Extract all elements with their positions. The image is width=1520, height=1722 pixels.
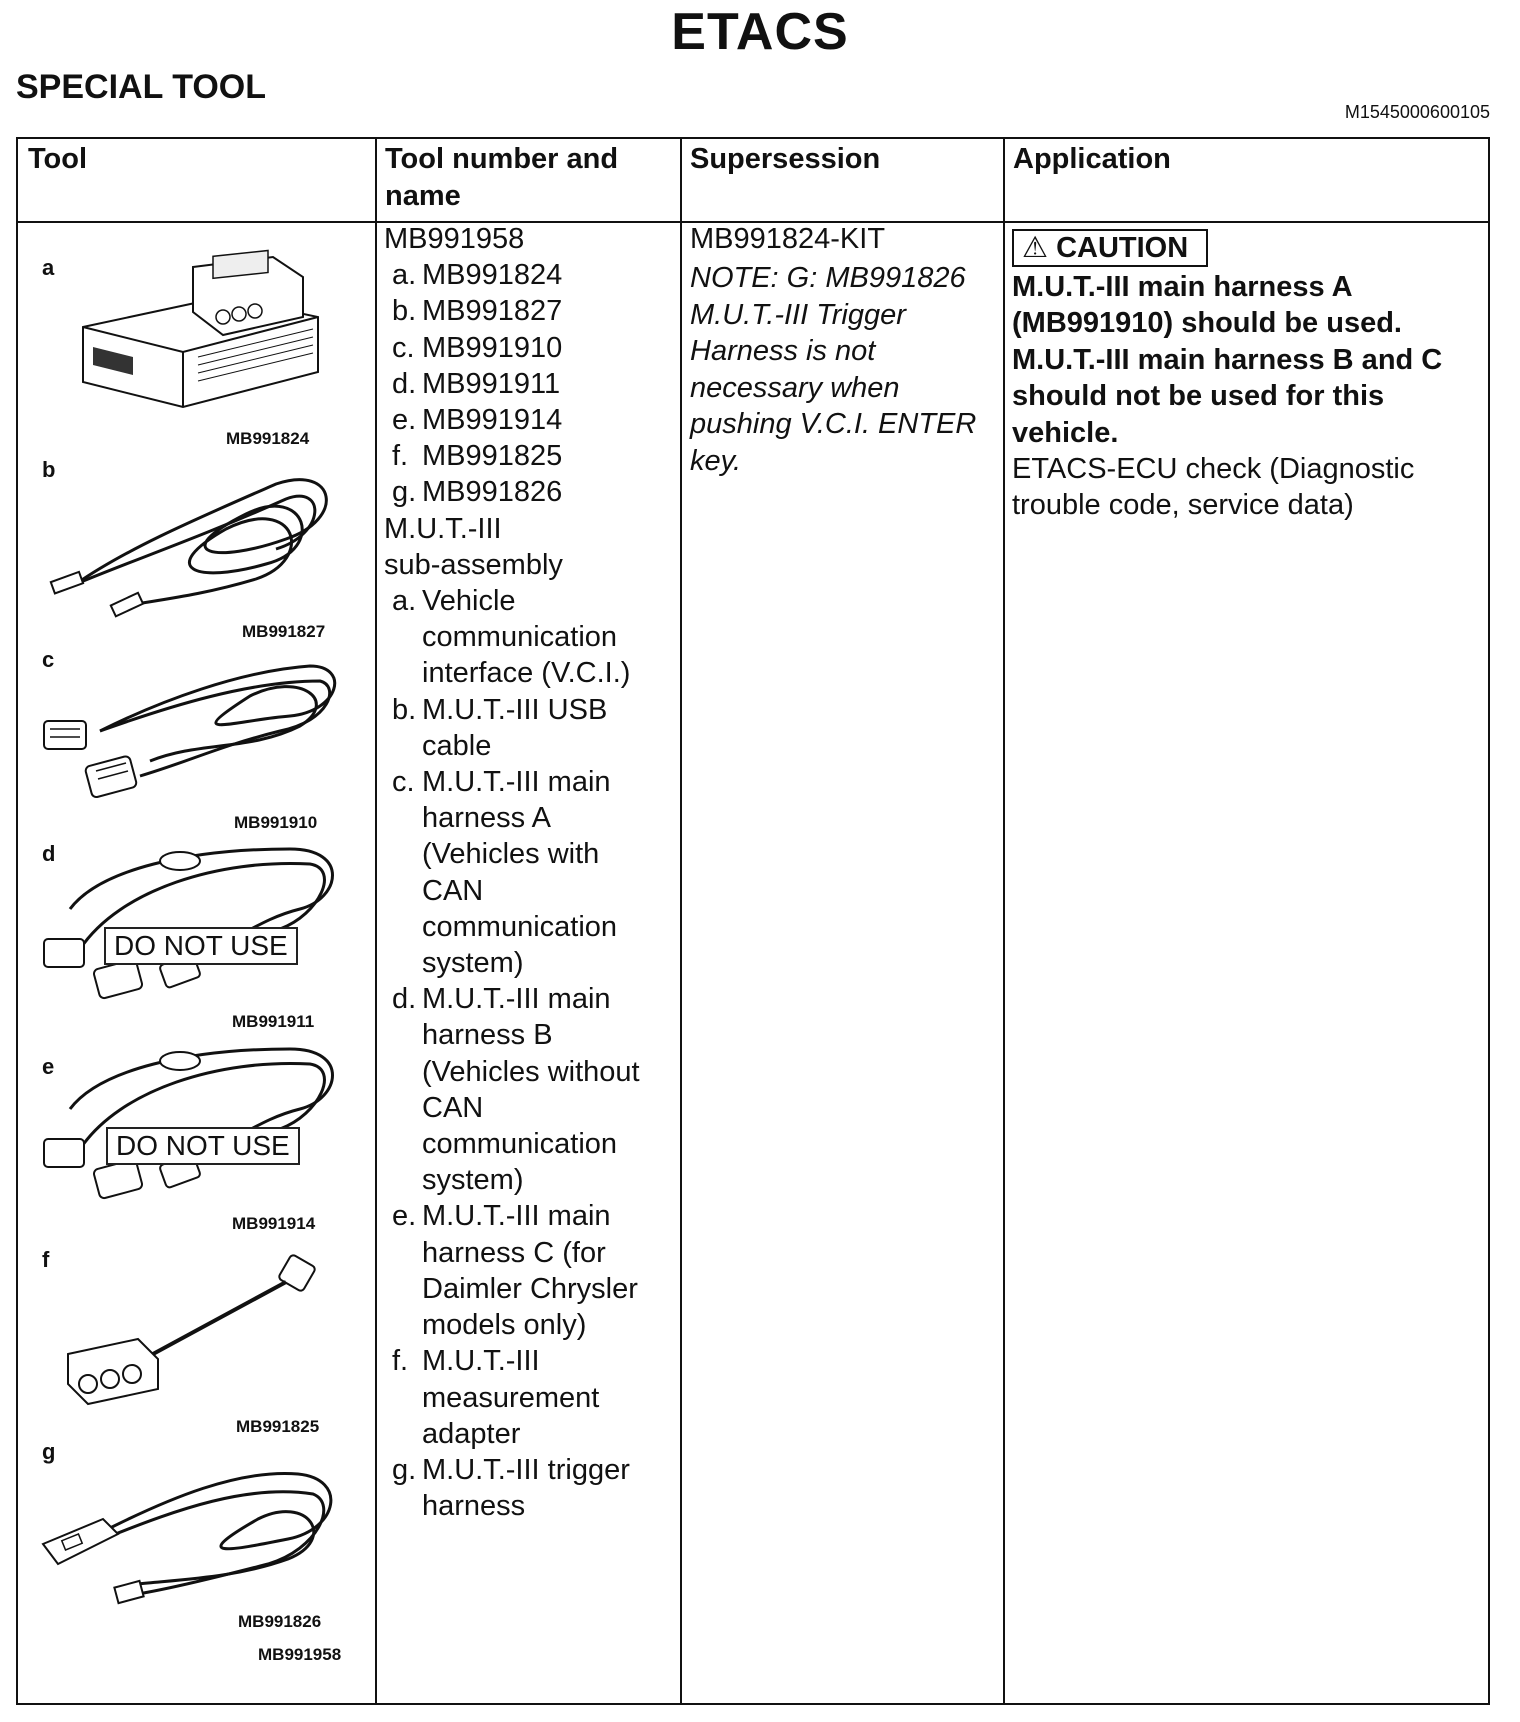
list-marker: a.	[392, 259, 417, 292]
assembly-item-line: M.U.T.-III main	[422, 983, 611, 1016]
assembly-item-line: communication	[422, 1128, 618, 1161]
assembly-item	[384, 1452, 674, 1524]
list-marker: d.	[392, 367, 417, 400]
assembly-item-line: harness	[422, 1490, 526, 1523]
kit-number-item	[384, 293, 674, 329]
supersession-note-line: M.U.T.-III Trigger	[690, 298, 906, 331]
assembly-item-line: system)	[422, 1164, 524, 1197]
assembly-item	[384, 583, 674, 692]
kit-number-item	[384, 402, 674, 438]
kit-part-label: MB991958	[258, 1645, 342, 1664]
assembly-item-line: M.U.T.-III main	[422, 766, 611, 799]
kit-number-text: MB991914	[422, 404, 563, 437]
assembly-item-line: harness B	[422, 1019, 553, 1052]
supersession-cell	[690, 221, 1000, 479]
caution-text-line: M.U.T.-III main harness B and C	[1012, 343, 1443, 376]
do-not-use-stamp: DO NOT USE	[104, 927, 298, 965]
column-header-tool-number: Tool number and name	[385, 143, 619, 212]
measurement-adapter-icon	[58, 1254, 318, 1414]
column-header-supersession: Supersession	[690, 143, 881, 175]
assembly-item	[384, 764, 674, 981]
assembly-item-line: harness C (for	[422, 1236, 606, 1269]
column-divider	[1003, 139, 1005, 1703]
section-title: SPECIAL TOOL	[16, 68, 267, 106]
list-marker: a.	[392, 585, 417, 618]
main-harness-c-icon	[40, 1039, 340, 1209]
assembly-item-line: adapter	[422, 1417, 521, 1450]
list-marker: g.	[392, 1453, 417, 1486]
column-divider	[375, 139, 377, 1703]
kit-number-item	[384, 438, 674, 474]
assembly-item-line: (Vehicles with	[422, 838, 600, 871]
trigger-harness-icon	[38, 1459, 338, 1609]
usb-cable-icon	[46, 459, 336, 619]
vci-unit-icon	[73, 257, 323, 427]
assembly-item-line: M.U.T.-III USB	[422, 693, 608, 726]
caution-text-line: should not be used for this	[1012, 380, 1385, 413]
supersession-note-line: NOTE: G: MB991826	[690, 262, 966, 295]
tool-part-label: MB991910	[234, 813, 318, 832]
assembly-item-line: Daimler Chrysler	[422, 1272, 638, 1305]
assembly-item	[384, 1343, 674, 1452]
column-header-application: Application	[1013, 143, 1171, 175]
kit-number-text: MB991826	[422, 476, 563, 509]
tool-part-label: MB991911	[232, 1012, 315, 1031]
kit-number-item	[384, 257, 674, 293]
assembly-item-line: system)	[422, 947, 524, 980]
assembly-item-line: CAN	[422, 874, 484, 907]
main-harness-b-icon	[40, 839, 340, 1009]
tool-part-label: MB991914	[232, 1214, 316, 1233]
supersession-note-line: key.	[690, 444, 742, 477]
warning-triangle-icon: ⚠	[1022, 232, 1048, 264]
assembly-item	[384, 1198, 674, 1343]
list-marker: b.	[392, 295, 417, 328]
supersession-note-line: Harness is not	[690, 335, 876, 368]
caution-label: CAUTION	[1056, 232, 1189, 264]
list-marker: b.	[392, 693, 417, 726]
assembly-item-line: communication	[422, 621, 618, 654]
assembly-item-line: models only)	[422, 1309, 587, 1342]
list-marker: d.	[392, 983, 417, 1016]
kit-number-text: MB991827	[422, 295, 563, 328]
supersession-note-line: pushing V.C.I. ENTER	[690, 408, 977, 441]
assembly-item-line: measurement	[422, 1381, 600, 1414]
tool-letter: e	[42, 1054, 55, 1079]
caution-text-line: (MB991910) should be used.	[1012, 307, 1402, 340]
document-id: M1545000600105	[1344, 102, 1490, 122]
assembly-item-line: Vehicle	[422, 585, 516, 618]
assembly-item-line: CAN	[422, 1091, 484, 1124]
page-title: ETACS	[671, 3, 849, 61]
kit-number-text: MB991824	[422, 259, 563, 292]
assembly-item-line: interface (V.C.I.)	[422, 657, 631, 690]
list-marker: e.	[392, 404, 417, 437]
tool-letter: f	[42, 1247, 50, 1272]
list-marker: f.	[392, 1345, 409, 1378]
tool-part-label: MB991827	[242, 622, 326, 641]
caution-text-line: M.U.T.-III main harness A	[1012, 271, 1353, 303]
assembly-item-line: communication	[422, 910, 618, 943]
tool-part-label: MB991825	[236, 1417, 320, 1436]
application-text-line: trouble code, service data)	[1012, 489, 1354, 522]
assembly-item-line: M.U.T.-III trigger	[422, 1453, 630, 1486]
kit-number-item	[384, 474, 674, 510]
tool-part-label: MB991826	[238, 1612, 322, 1631]
assembly-item-line: M.U.T.-III main	[422, 1200, 611, 1233]
kit-number-text: MB991825	[422, 440, 563, 473]
list-marker: c.	[392, 331, 415, 364]
list-marker: c.	[392, 766, 415, 799]
assembly-item-line: (Vehicles without	[422, 1055, 640, 1088]
supersession-note-line: necessary when	[690, 371, 900, 404]
list-marker: e.	[392, 1200, 417, 1233]
tool-letter: b	[42, 457, 56, 482]
assembly-heading-line: sub-assembly	[384, 548, 563, 581]
tool-letter: d	[42, 841, 56, 866]
supersession-number: MB991824-KIT	[690, 223, 886, 255]
assembly-item-line: cable	[422, 729, 492, 762]
tool-letter: c	[42, 647, 55, 672]
kit-number-text: MB991911	[422, 367, 561, 400]
do-not-use-stamp: DO NOT USE	[106, 1127, 300, 1165]
column-divider	[680, 139, 682, 1703]
assembly-heading-line: M.U.T.-III	[384, 512, 502, 545]
tool-part-label: MB991824	[226, 429, 310, 448]
special-tool-table	[16, 137, 1490, 1705]
caution-box	[1012, 229, 1208, 267]
tool-letter: g	[42, 1439, 56, 1464]
kit-number-item	[384, 366, 674, 402]
tool-letter: a	[42, 255, 55, 280]
kit-number-text: MB991910	[422, 331, 563, 364]
main-harness-a-icon	[40, 651, 340, 806]
assembly-item-line: M.U.T.-III	[422, 1345, 540, 1378]
assembly-item	[384, 981, 674, 1198]
list-marker: f.	[392, 440, 409, 473]
tool-number-cell	[384, 221, 674, 1524]
assembly-item	[384, 692, 674, 764]
caution-text-line: vehicle.	[1012, 416, 1119, 449]
application-text-line: ETACS-ECU check (Diagnostic	[1012, 453, 1415, 486]
list-marker: g.	[392, 476, 417, 509]
assembly-item-line: harness A	[422, 802, 551, 835]
kit-number-item	[384, 330, 674, 366]
column-header-tool: Tool	[28, 143, 88, 175]
application-cell	[1012, 229, 1482, 524]
kit-number: MB991958	[384, 223, 525, 255]
